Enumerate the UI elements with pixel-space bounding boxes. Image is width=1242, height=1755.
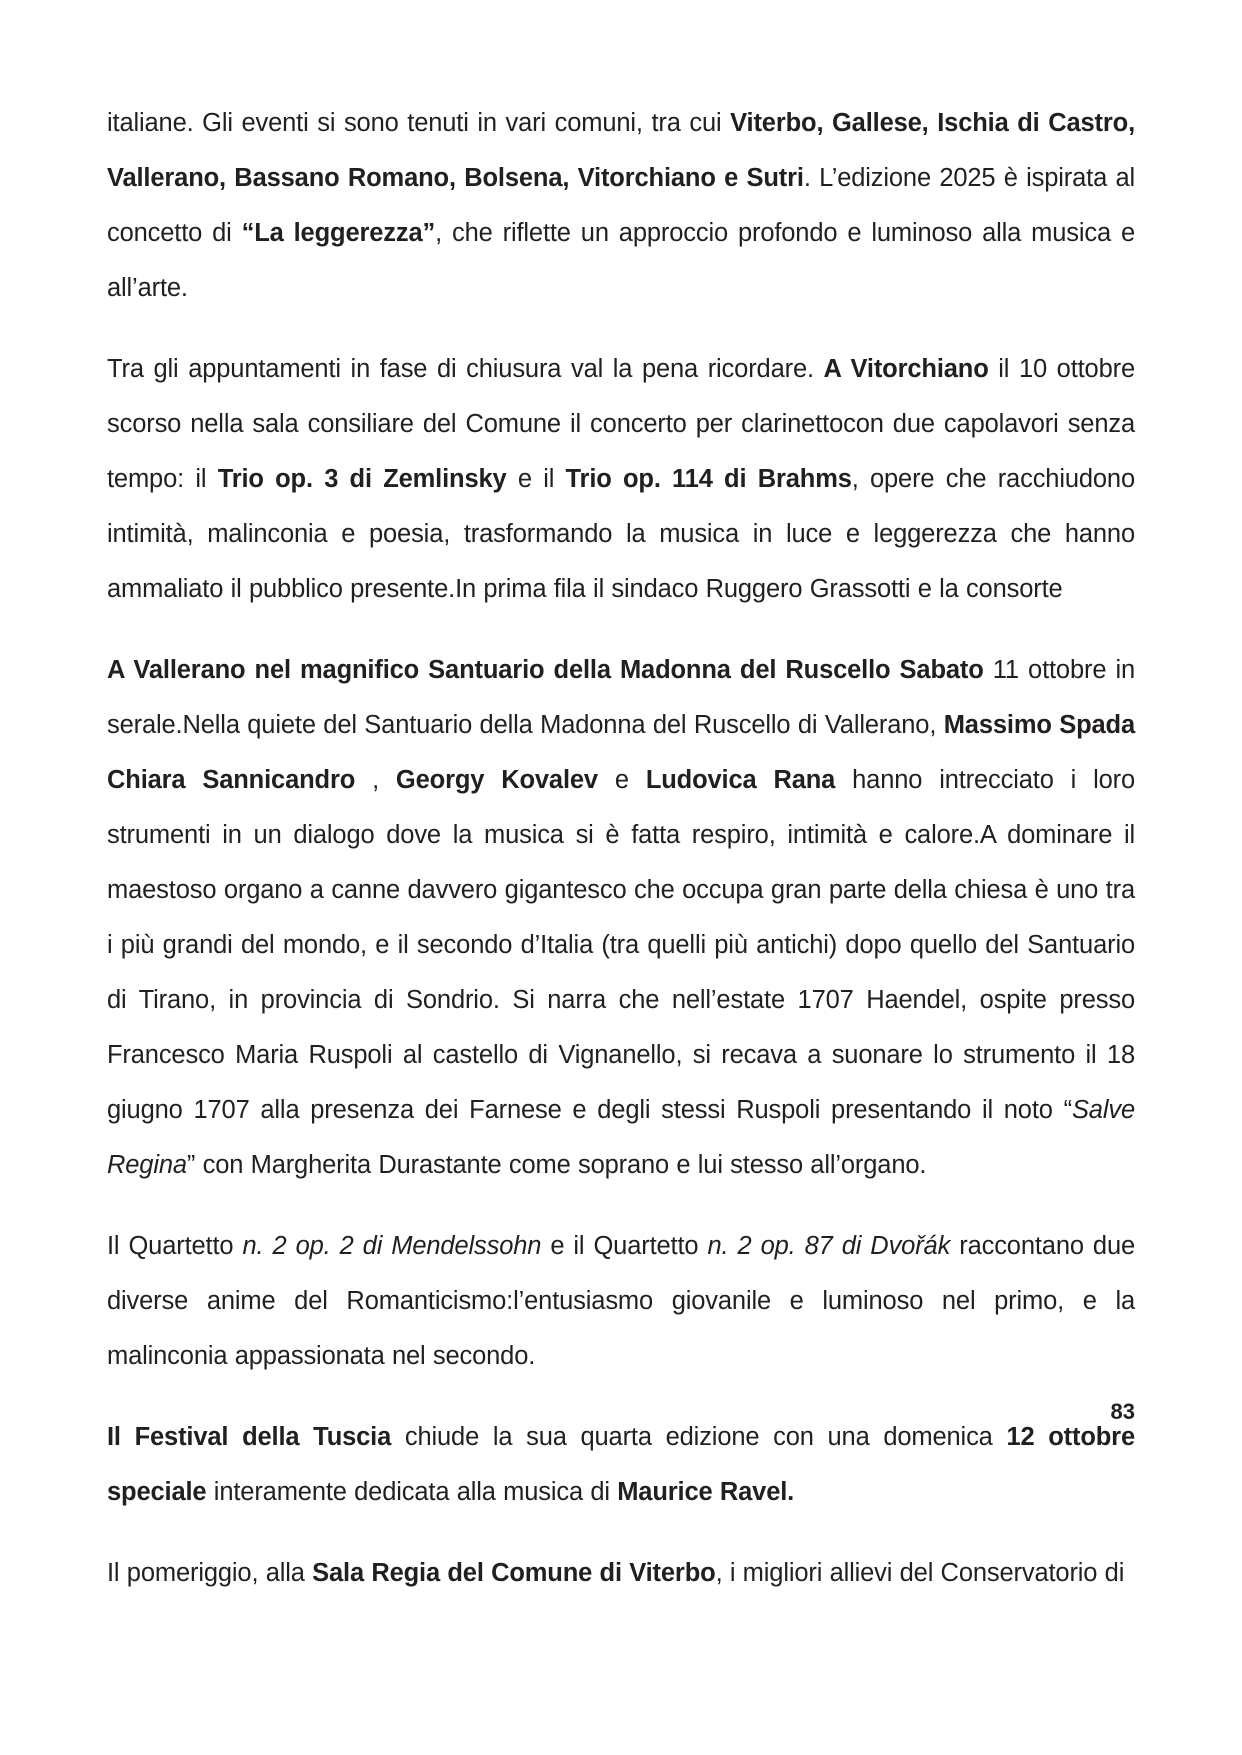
paragraph-3: A Vallerano nel magnifico Santuario della Madonna del Ruscello Sabato 11 ottobre in serale.Nella quiete del Santuario della Madonna del Ruscello di Vallerano, Massimo Spada Chiara Sannicandro , Georgy Kovalev e Ludovica Rana hanno intrecciato i loro strumenti in un dialogo dove la musica si è fatta respiro, intimità e calore.A dominare il maestoso organo a canne davvero gigantesco che occupa gran parte della chiesa è uno tra i più grandi del mondo, e il secondo d’Italia (tra quelli più antichi) dopo quello del Santuario di Tirano, in provincia di Sondrio. Si narra che nell’estate 1707 Haendel, ospite presso Francesco Maria Ruspoli al castello di Vignanello, si recava a suonare lo strumento il 18 giugno 1707 alla presenza dei Farnese e degli stessi Ruspoli presentando il noto “Salve Regina” con Margherita Durastante come soprano e lui stesso all’organo. — [107, 656, 1136, 1179]
paragraph-1: italiane. Gli eventi si sono tenuti in vari comuni, tra cui Viterbo, Gallese, Ischia di Castro, Vallerano, Bassano Romano, Bolsena, Vitorchiano e Sutri. L’edizione 2025 è ispirata al concetto di “La leggerezza”, che riflette un approccio profondo e luminoso alla musica e all’arte. — [107, 109, 1136, 302]
page-number: 83 — [1110, 1399, 1135, 1424]
paragraph-6: Il pomeriggio, alla Sala Regia del Comune di Viterbo, i migliori allievi del Conservatorio di — [107, 1559, 1125, 1587]
paragraph-2: Tra gli appuntamenti in fase di chiusura val la pena ricordare. A Vitorchiano il 10 ottobre scorso nella sala consiliare del Comune il concerto per clarinettocon due capolavori senza tempo: il Trio op. 3 di Zemlinsky e il Trio op. 114 di Brahms, opere che racchiudono intimità, malinconia e poesia, trasformando la musica in luce e leggerezza che hanno ammaliato il pubblico presente.In prima fila il sindaco Ruggero Grassotti e la consorte — [107, 355, 1135, 603]
document-body — [107, 96, 1135, 1627]
paragraph-4: Il Quartetto n. 2 op. 2 di Mendelssohn e il Quartetto n. 2 op. 87 di Dvořák raccontano due diverse anime del Romanticismo:l’entusiasmo giovanile e luminoso nel primo, e la malinconia appassionata nel secondo. — [107, 1232, 1136, 1370]
paragraph-5: Il Festival della Tuscia chiude la sua quarta edizione con una domenica 12 ottobre speciale interamente dedicata alla musica di Maurice Ravel. — [107, 1423, 1135, 1506]
